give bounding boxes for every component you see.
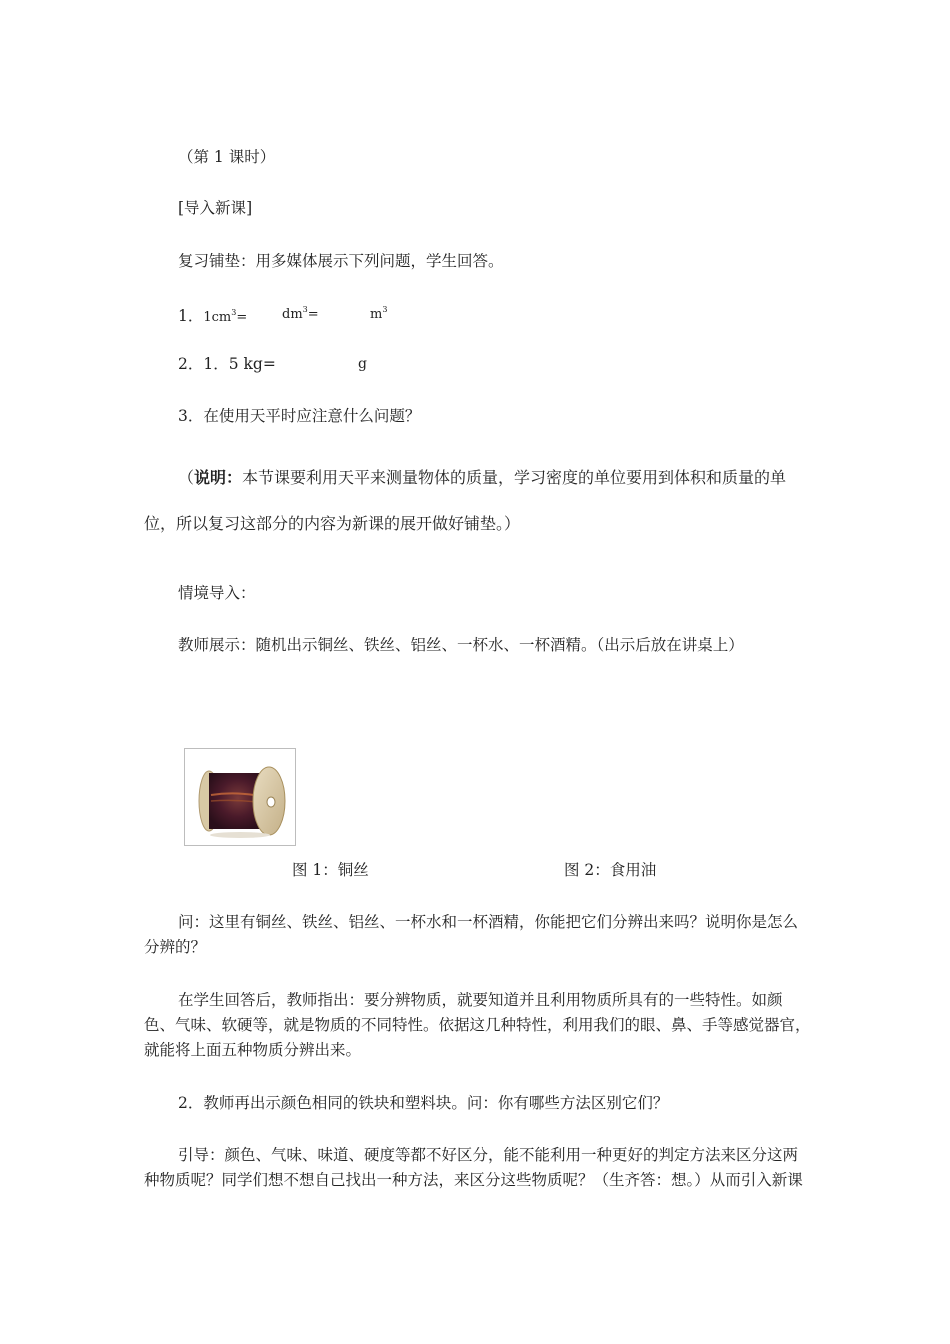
question-2 xyxy=(178,354,276,374)
question-1-exp1: 3 xyxy=(231,308,237,317)
question-1-eq2: = xyxy=(307,307,319,322)
note-line-2: 位，所以复习这部分的内容为新课的展开做好铺垫。） xyxy=(144,514,521,533)
section-heading-close: ] xyxy=(246,199,253,217)
question-2-number: 2． xyxy=(178,355,204,373)
note-label: 说明： xyxy=(194,468,243,487)
spool-icon xyxy=(185,749,295,845)
review-intro: 复习铺垫：用多媒体展示下列问题，学生回答。 xyxy=(178,252,504,270)
question-1 xyxy=(178,303,247,328)
paragraph-second-demo: 2．教师再出示颜色相同的铁块和塑料块。问：你有哪些方法区别它们？ xyxy=(178,1094,669,1112)
question-1-exp3: 3 xyxy=(382,305,388,314)
question-1-lhs: 1cm xyxy=(203,310,232,325)
question-2-lhs: 1．5 kg= xyxy=(203,355,276,373)
scenario-heading: 情境导入： xyxy=(178,584,256,602)
section-heading-intro xyxy=(178,198,252,218)
question-1-unit-m xyxy=(370,305,387,322)
figure-2-caption: 图 2：食用油 xyxy=(564,861,657,879)
question-3: 3．在使用天平时应注意什么问题？ xyxy=(178,407,421,425)
note-text-1: 本节课要利用天平来测量物体的质量，学习密度的单位要用到体积和质量的单 xyxy=(242,468,787,487)
question-1-unit-dm xyxy=(282,305,319,322)
question-1-number: 1． xyxy=(178,307,204,325)
paragraph-question: 问：这里有铜丝、铁丝、铝丝、一杯水和一杯酒精，你能把它们分辨出来吗？说明你是怎么分辨的？ xyxy=(144,913,799,956)
note-open-paren: （ xyxy=(178,468,195,487)
question-1-m-label: m xyxy=(370,307,383,322)
question-2-unit: g xyxy=(358,356,367,372)
paragraph-teacher-points: 在学生回答后，教师指出：要分辨物质，就要知道并且利用物质所具有的一些特性。如颜色、气味、软硬等，就是物质的不同特性。依据这几种特性，利用我们的眼、鼻、手等感觉器官，就能将上面五种物质分辨出来。 xyxy=(144,991,811,1059)
figure-1-caption: 图 1：铜丝 xyxy=(292,861,369,879)
note-line-1 xyxy=(178,452,818,504)
teacher-show: 教师展示：随机出示铜丝、铁丝、铝丝、一杯水、一杯酒精。（出示后放在讲桌上） xyxy=(178,636,744,654)
paragraph-guidance: 引导：颜色、气味、味道、硬度等都不好区分，能不能利用一种更好的判定方法来区分这两种物质呢？同学们想不想自己找出一种方法，来区分这些物质呢？（生齐答：想。）从而引入新课 xyxy=(144,1146,803,1189)
copper-wire-spool-image xyxy=(184,748,296,846)
question-1-dm-label: dm xyxy=(282,307,303,322)
section-heading-text: [导入新课 xyxy=(178,199,247,217)
lesson-period: （第 1 课时） xyxy=(178,148,276,166)
question-1-exp2: 3 xyxy=(302,305,308,314)
question-1-eq1: = xyxy=(236,310,248,325)
